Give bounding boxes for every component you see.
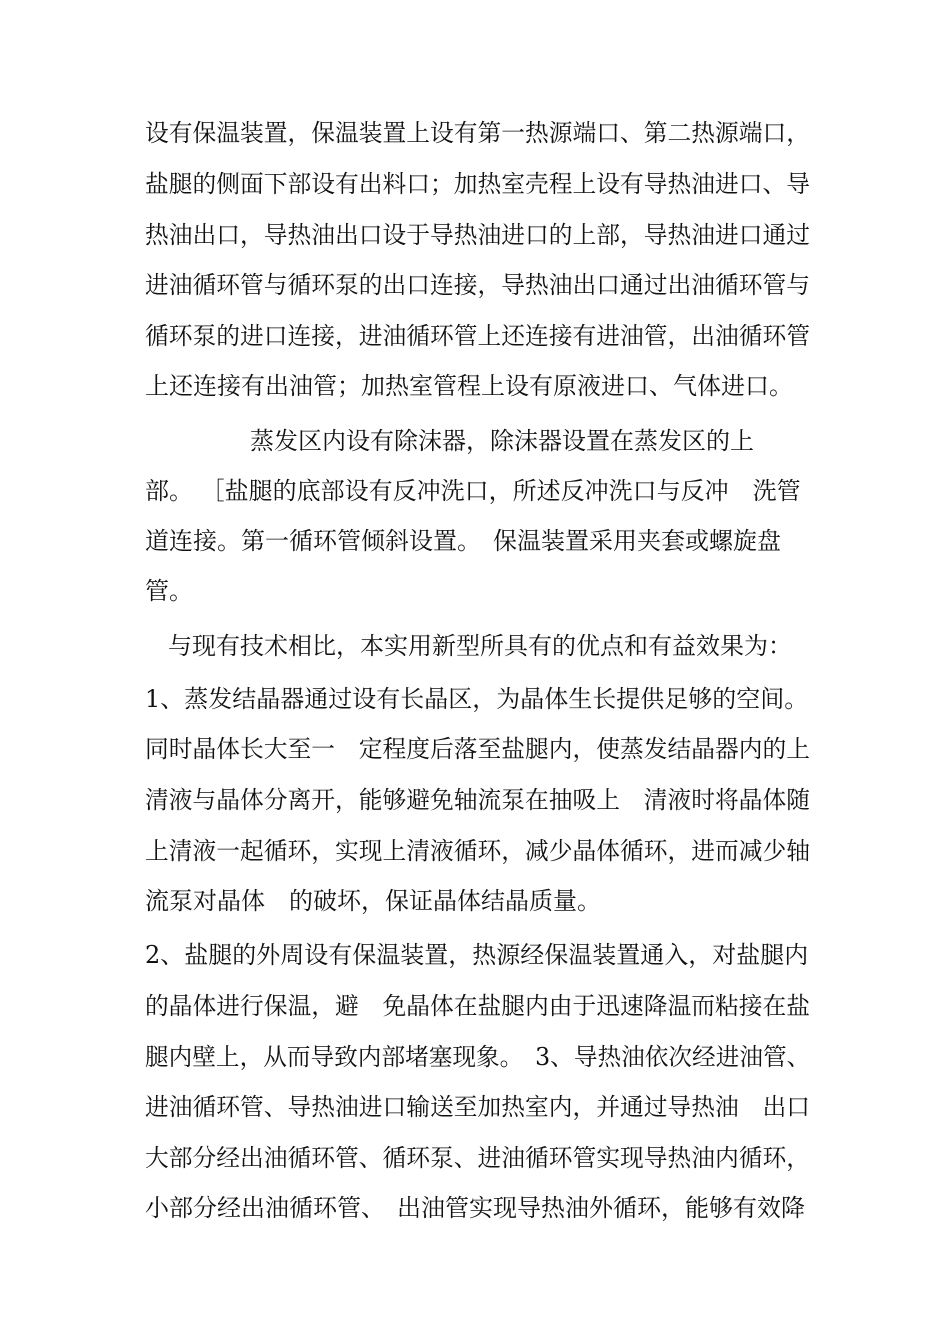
text-line-2: 盐腿的侧面下部设有出料口；加热室壳程上设有导热油进口、导 xyxy=(145,170,811,198)
text-line-11: 与现有技术相比，本实用新型所具有的优点和有益效果为： xyxy=(168,632,792,660)
text-line-12: 1、蒸发结晶器通过设有长晶区，为晶体生长提供足够的空间。 xyxy=(145,685,809,713)
text-line-9: 道连接。第一循环管倾斜设置。 保温装置采用夹套或螺旋盘 xyxy=(145,527,781,555)
text-line-6: 上还连接有出油管；加热室管程上设有原液进口、气体进口。 xyxy=(145,372,793,400)
text-line-20: 进油循环管、导热油进口输送至加热室内，并通过导热油 出口 xyxy=(145,1093,811,1121)
text-line-13: 同时晶体长大至一 定程度后落至盐腿内，使蒸发结晶器内的上 xyxy=(145,735,811,763)
text-line-17: 2、盐腿的外周设有保温装置，热源经保温装置通入，对盐腿内 xyxy=(145,941,809,969)
text-line-19: 腿内壁上，从而导致内部堵塞现象。 3、导热油依次经进油管、 xyxy=(145,1043,811,1071)
text-line-3: 热油出口，导热油出口设于导热油进口的上部，导热油进口通过 xyxy=(145,221,811,249)
text-line-14: 清液与晶体分离开，能够避免轴流泵在抽吸上 清液时将晶体随 xyxy=(145,786,811,814)
text-line-7: 蒸发区内设有除沫器，除沫器设置在蒸发区的上 xyxy=(250,427,754,455)
text-line-16: 流泵对晶体 的破坏，保证晶体结晶质量。 xyxy=(145,887,601,915)
text-line-21: 大部分经出油循环管、循环泵、进油循环管实现导热油内循环， xyxy=(145,1144,811,1172)
text-line-10: 管。 xyxy=(145,577,193,605)
text-line-1: 设有保温装置，保温装置上设有第一热源端口、第二热源端口， xyxy=(145,119,811,147)
text-line-5: 循环泵的进口连接，进油循环管上还连接有进油管，出油循环管 xyxy=(145,322,811,350)
text-line-15: 上清液一起循环，实现上清液循环，减少晶体循环，进而减少轴 xyxy=(145,837,811,865)
text-line-8: 部。 ［盐腿的底部设有反冲洗口，所述反冲洗口与反冲 洗管 xyxy=(145,477,801,505)
text-line-18: 的晶体进行保温，避 免晶体在盐腿内由于迅速降温而粘接在盐 xyxy=(145,992,811,1020)
text-line-4: 进油循环管与循环泵的出口连接，导热油出口通过出油循环管与 xyxy=(145,271,811,299)
text-line-22: 小部分经出油循环管、 出油管实现导热油外循环，能够有效降 xyxy=(145,1194,805,1222)
